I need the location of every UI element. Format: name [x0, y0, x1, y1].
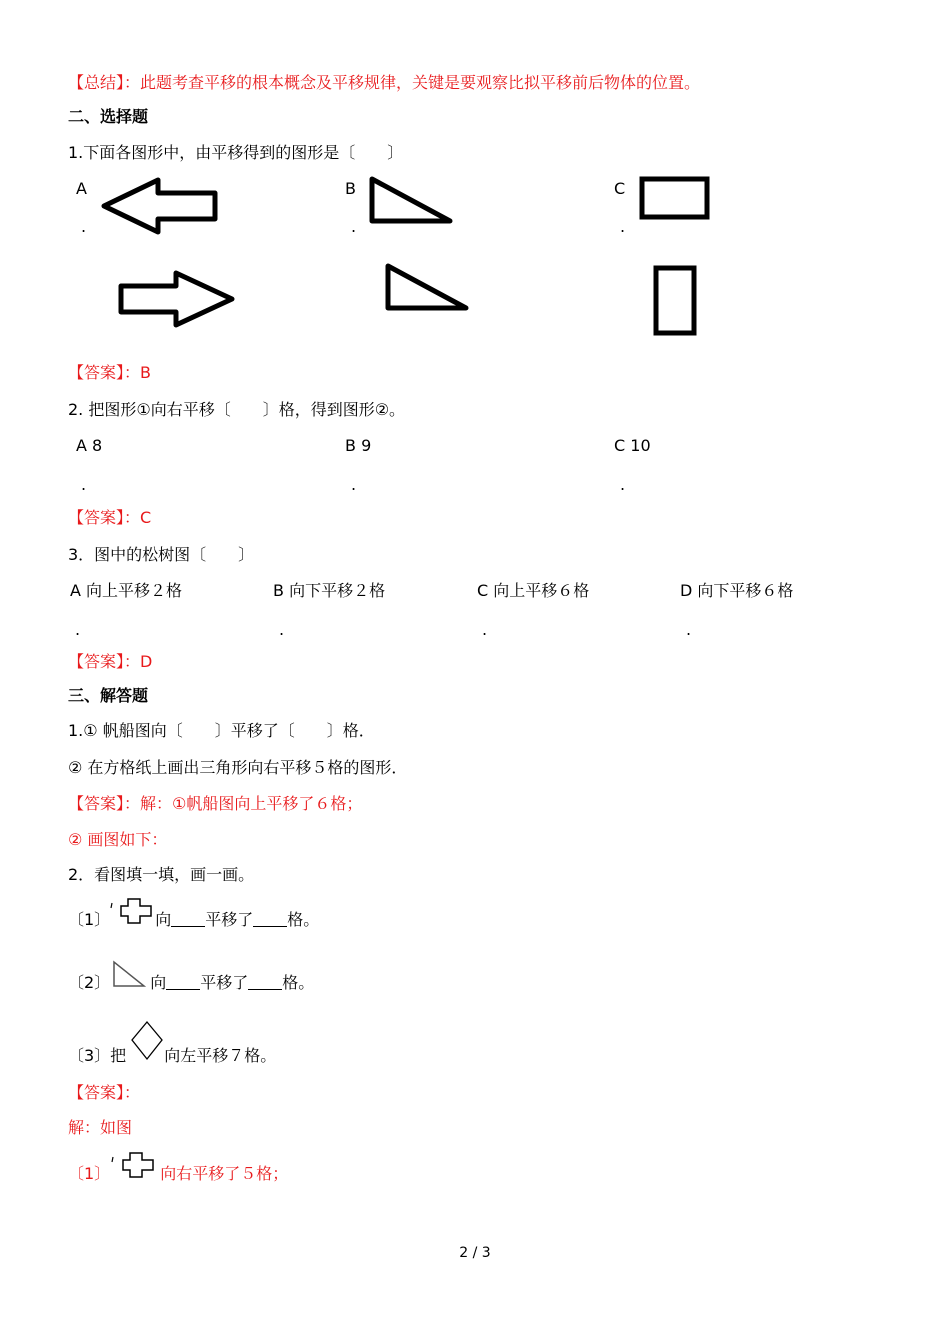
- q2-stem: 2. 把图形①向右平移〔 〕格，得到图形②。: [68, 400, 406, 419]
- q3-option-d: D 向下平移６格: [680, 581, 794, 600]
- p1-line2: ② 在方格纸上画出三角形向右平移５格的图形．: [68, 758, 408, 777]
- summary-text: ：此题考查平移的根本概念及平移规律，关键是要观察比拟平移前后物体的位置。: [124, 73, 701, 92]
- p2-item2-blank-direction[interactable]: [166, 973, 200, 990]
- q3-option-b: B 向下平移２格: [273, 581, 386, 600]
- q3-answer-tag: 【答案】: [68, 652, 125, 671]
- q3-option-a: A 向上平移２格: [70, 581, 183, 600]
- q3-answer: [68, 652, 152, 672]
- q2-option-a-dot: .: [81, 475, 87, 494]
- vertical-rectangle-figure: [652, 264, 700, 338]
- q1-option-c-label: C: [614, 179, 626, 198]
- q1-option-a-label: A: [76, 179, 87, 198]
- q2-answer-text: ：C: [124, 508, 152, 527]
- p1-answer-text: ：解：①帆船图向上平移了６格；: [124, 794, 363, 813]
- p2-item2-unit: 格。: [282, 973, 315, 992]
- p2-stem: 2．看图填一填，画一画。: [68, 865, 255, 884]
- q3-option-b-dot: .: [279, 620, 285, 639]
- p2-answer-item1-prefix: 〔1〕: [68, 1164, 111, 1183]
- p2-item1-blank-count[interactable]: [253, 910, 287, 927]
- q1-option-a-dot: .: [81, 217, 87, 236]
- triangle-figure-bottom: [384, 262, 474, 314]
- p2-answer: [68, 1083, 140, 1103]
- p1-answer-line2: ② 画图如下：: [68, 830, 168, 849]
- q1-answer-text: ：B: [124, 363, 151, 382]
- p2-answer-item1: [68, 1164, 288, 1184]
- p2-answer-line2: 解：如图: [68, 1118, 133, 1137]
- p2-item3-text: 向左平移７格。: [164, 1046, 277, 1065]
- p2-answer-item1-text: 向右平移了５格；: [160, 1164, 289, 1183]
- small-triangle-icon: [112, 960, 148, 990]
- p2-item2-moved: 平移了: [200, 973, 249, 992]
- p2-item2-dir: 向: [150, 973, 167, 992]
- p2-item3: [68, 1046, 276, 1066]
- p1-answer-tag: 【答案】: [68, 794, 125, 813]
- p2-item1-moved: 平移了: [205, 910, 254, 929]
- q2-option-c: C 10: [614, 436, 651, 455]
- q2-option-b: B 9: [345, 436, 372, 455]
- q1-answer: [68, 363, 151, 383]
- summary-tag: 【总结】: [68, 73, 125, 92]
- horizontal-rectangle-figure: [638, 175, 712, 223]
- p2-item2-prefix: 〔2〕: [68, 973, 111, 992]
- q3-answer-text: ：D: [124, 652, 153, 671]
- q3-option-c-dot: .: [482, 620, 488, 639]
- q1-option-b-dot: .: [351, 217, 357, 236]
- q2-option-c-dot: .: [620, 475, 626, 494]
- p2-item1-dir: 向: [155, 910, 172, 929]
- q2-option-a: A 8: [76, 436, 103, 455]
- page-number: 2 / 3: [459, 1245, 491, 1261]
- q2-answer-tag: 【答案】: [68, 508, 125, 527]
- p2-item3-prefix: 〔3〕把: [68, 1046, 127, 1065]
- q1-option-c-dot: .: [620, 217, 626, 236]
- summary-line: [68, 73, 700, 93]
- p2-answer-text: ：: [124, 1083, 141, 1102]
- answer-cross-shape-icon: [110, 1151, 156, 1181]
- section-title-choice: 二、选择题: [68, 107, 149, 126]
- q3-option-a-dot: .: [75, 620, 81, 639]
- section-title-answer: 三、解答题: [68, 686, 149, 705]
- q1-stem: 1.下面各图形中，由平移得到的图形是〔 〕: [68, 143, 404, 162]
- p2-item2: [68, 973, 314, 993]
- left-arrow-figure: [100, 175, 220, 237]
- q2-answer: [68, 508, 151, 528]
- q3-option-c: C 向上平移６格: [477, 581, 590, 600]
- p2-item1-prefix: 〔1〕: [68, 910, 111, 929]
- q2-option-b-dot: .: [351, 475, 357, 494]
- p2-item1: [68, 910, 319, 930]
- triangle-figure-top: [368, 175, 458, 227]
- p1-answer: [68, 794, 362, 814]
- q1-option-b-label: B: [345, 179, 356, 198]
- cross-shape-icon: [110, 897, 156, 927]
- q3-option-d-dot: .: [686, 620, 692, 639]
- right-arrow-figure: [118, 268, 238, 330]
- p2-item1-unit: 格。: [287, 910, 320, 929]
- p2-answer-tag: 【答案】: [68, 1083, 125, 1102]
- q1-answer-tag: 【答案】: [68, 363, 125, 382]
- p1-line1: 1.① 帆船图向〔 〕平移了〔 〕格．: [68, 721, 375, 740]
- p2-item2-blank-count[interactable]: [248, 973, 282, 990]
- diamond-icon: [130, 1020, 164, 1062]
- q3-stem: 3．图中的松树图〔 〕: [68, 545, 255, 564]
- p2-item1-blank-direction[interactable]: [171, 910, 205, 927]
